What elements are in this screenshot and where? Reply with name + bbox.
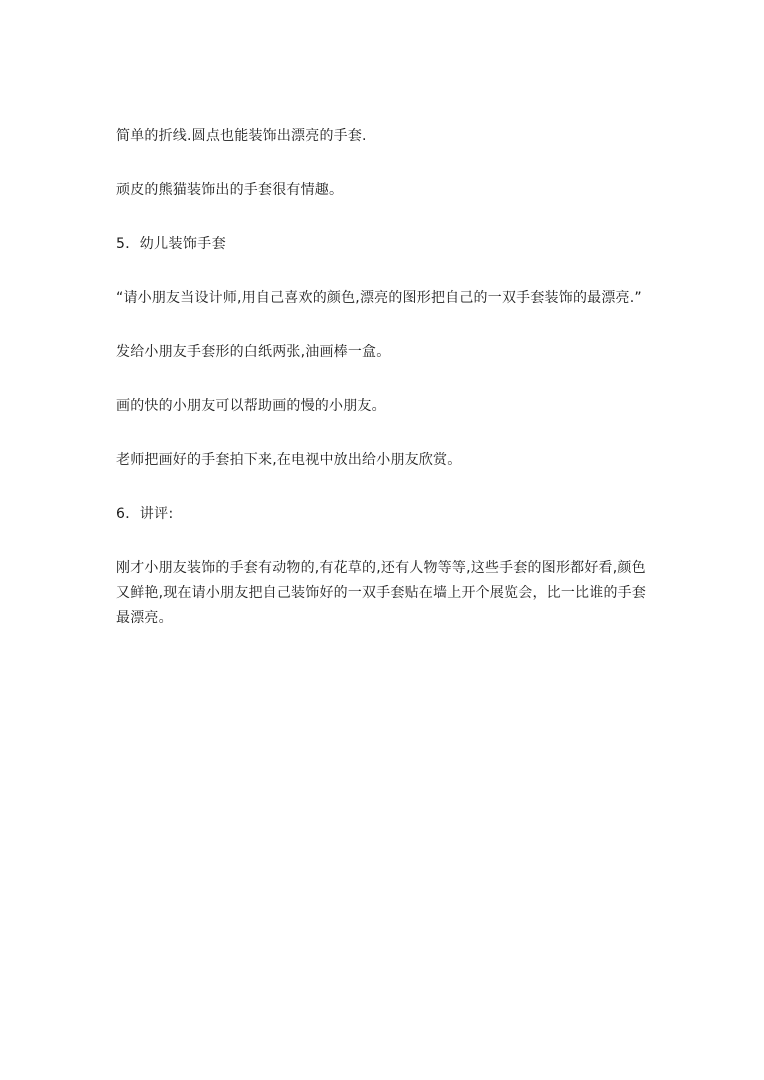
paragraph-review: 刚才小朋友装饰的手套有动物的,有花草的,还有人物等等,这些手套的图形都好看,颜色又鲜艳,现在请小朋友把自己装饰好的一双手套贴在墙上开个展览会，比一比谁的手套最漂亮。	[116, 560, 647, 626]
document-body	[116, 124, 656, 631]
paragraph-materials: 发给小朋友手套形的白纸两张,油画棒一盒。	[116, 344, 391, 360]
paragraph-simple-lines: 简单的折线.圆点也能装饰出漂亮的手套.	[116, 128, 367, 144]
paragraph-help-others: 画的快的小朋友可以帮助画的慢的小朋友。	[116, 398, 386, 414]
section-heading-5: 5．幼儿装饰手套	[116, 236, 227, 252]
paragraph-designer-quote: “请小朋友当设计师,用自己喜欢的颜色,漂亮的图形把自己的一双手套装饰的最漂亮.”	[116, 290, 642, 306]
paragraph-photo-tv: 老师把画好的手套拍下来,在电视中放出给小朋友欣赏。	[116, 452, 462, 468]
paragraph-panda-gloves: 顽皮的熊猫装饰出的手套很有情趣。	[116, 182, 344, 198]
section-heading-6: 6．讲评:	[116, 506, 174, 522]
